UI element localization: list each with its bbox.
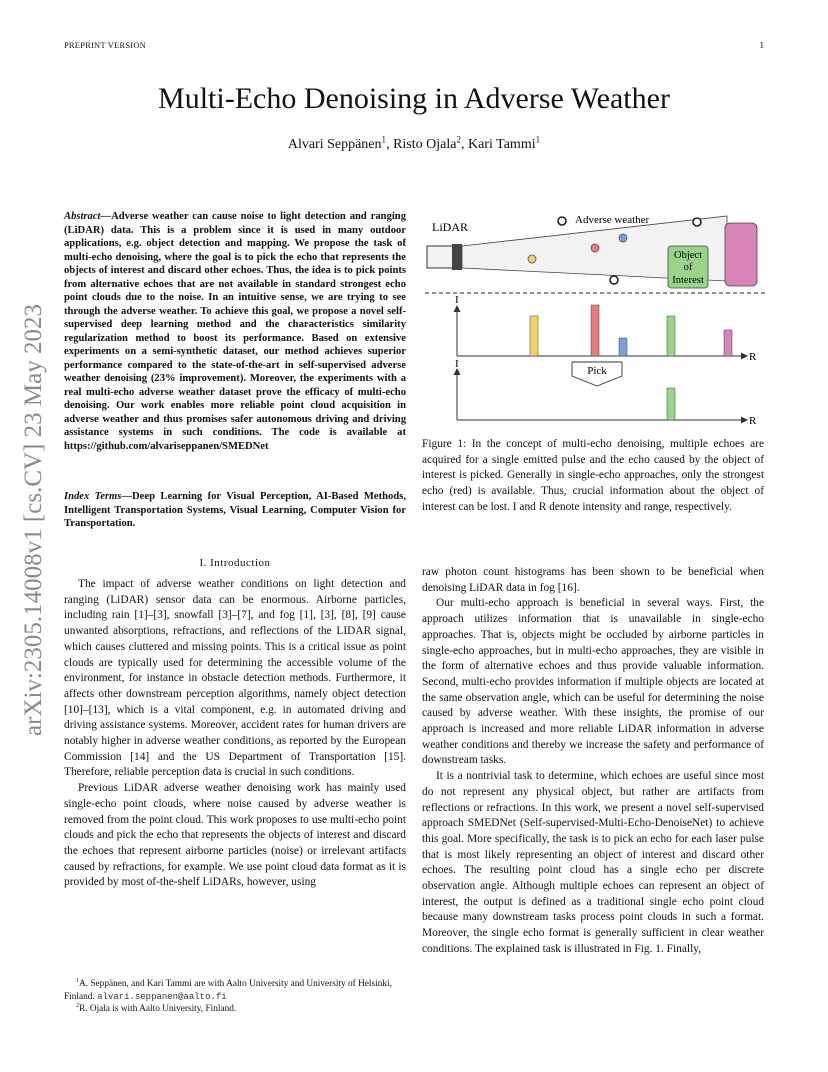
echo-bar-green <box>667 316 675 356</box>
author-name: Kari Tammi <box>468 137 536 152</box>
figure-caption: Figure 1: In the concept of multi-echo denoising, multiple echoes are acquired for a single emitted pulse and the echo caused by the object of interest is picked. Generally in single-echo approaches, only the strongest echo (red) is available. Thus, crucial information about the object of interest can be lost. I and R denote intensity and range, respectively. <box>422 438 764 513</box>
particle <box>693 218 701 226</box>
arxiv-stamp <box>14 280 54 760</box>
paper-title: Multi-Echo Denoising in Adverse Weather <box>158 82 670 115</box>
right-column-body <box>422 565 764 958</box>
author-name: Alvari Seppänen <box>287 137 382 152</box>
axis-label: R <box>749 415 757 427</box>
footnotes <box>64 978 406 1016</box>
index-terms-label: Index Terms <box>64 491 122 502</box>
particle-yellow <box>528 255 536 263</box>
index-terms-text: —Deep Learning for Visual Perception, AI-Based Methods, Intelligent Transportation Systems, Visual Learning, Computer Vision for Transportation. <box>64 491 406 529</box>
affiliation-mark: 2 <box>456 134 462 145</box>
email-address: alvari.seppanen@aalto.fi <box>97 991 227 1002</box>
particle <box>610 276 618 284</box>
index-terms <box>64 490 406 531</box>
footnote <box>64 978 406 1003</box>
axis-label: I <box>455 294 459 306</box>
object-label: Interest <box>672 275 704 286</box>
abstract-text: —Adverse weather can cause noise to light detection and ranging (LiDAR) data. This is a problem since it is used in many outdoor applications, e.g. object detection and mapping. We propose the task of multi-echo denoising, where the goal is to pick the echo that represents the objects of interest and discard other echoes. Thus, the idea is to pick points from alternative echoes that are not available in standard strongest echo point clouds due to the noise. In an intuitive sense, we are trying to see through the adverse weather. To achieve this goal, we propose a novel self-supervised deep learning method and the characteristics similarity regularization method to boost its performance. Based on extensive experiments on a semi-synthetic dataset, our method achieves superior performance compared to the state-of-the-art in self-supervised adverse weather denoising (23% improvement). Moreover, the experiments with a real multi-echo adverse weather dataset prove the efficacy of multi-echo denoising. Our work enables more reliable point cloud acquisition in adverse weather and thus promises safer autonomous driving and driving assistance systems in such conditions. The code is available at https://github.com/alvariseppanen/SMEDNet <box>64 211 406 452</box>
adverse-weather-label: Adverse weather <box>575 214 650 226</box>
paragraph: Our multi-echo approach is beneficial in several ways. First, the approach utilizes information that is unavailable in single-echo approaches. That is, objects might be occluded by airborne particles in single-echo approaches, but in multi-echo approaches, they are visible in the form of alternative echoes and thus provide valuable information. Second, multi-echo provides information if multiple objects are located at the same observation angle, which can be useful for determining the noise caused by adverse weather. With these insights, the promise of our approach is increased and more reliable LiDAR information in adverse weather conditions and thereby we increase the safety and performance of downstream tasks. <box>422 597 764 767</box>
echo-bar-blue <box>619 338 627 356</box>
paragraph: Previous LiDAR adverse weather denoising work has mainly used single-echo point clouds, where noise caused by adverse weather is removed from the point cloud. This work proposes to use multi-echo point clouds and pick the echo that represents the objects of interest and discard the echoes that represent airborne particles (noise) or irrelevant artifacts caused by refractions, for example. We use point cloud data format as it is provided by most of-the-shelf LiDARs, however, using <box>64 782 406 889</box>
page-number: 1 <box>759 40 764 50</box>
lidar-label: LiDAR <box>432 220 468 234</box>
running-header: PREPRINT VERSION <box>64 40 146 50</box>
particle-blue <box>619 234 627 242</box>
affiliation-mark: 1 <box>535 134 541 145</box>
abstract-label: Abstract <box>64 211 101 222</box>
paragraph: The impact of adverse weather conditions on light detection and ranging (LiDAR) sensor data can be enormous. Airborne particles, including rain [1]–[3], snowfall [3]–[7], and fog [1], [3], [8], [9] cause unwanted absorptions, refractions, and reflections of the LIDAR signal, which causes cluttered and missing points. This is a critical issue as point clouds are typically used for determining the accessible volume of the environment, for instance in obstacle detection methods. Furthermore, it affects other downstream perception algorithms, namely object detection [10]–[13], which is a vital component, e.g. in automated driving and driving assistance systems. Moreover, accident rates for human drivers are notably higher in adverse weather conditions, as reported by the European Commission [14] and the US Department of Transportation [15]. Therefore, reliable perception data is crucial in such conditions. <box>64 578 406 779</box>
abstract <box>64 210 406 453</box>
particle-red <box>591 244 599 252</box>
footnote-mark: 2 <box>76 1002 80 1009</box>
picked-echo-bar <box>667 388 675 420</box>
paragraph: raw photon count histograms has been shown to be beneficial when denoising LiDAR data in fog [16]. <box>422 566 764 594</box>
object-label: Object <box>674 250 702 261</box>
echo-bar-red <box>591 305 599 356</box>
echo-bar-yellow <box>530 316 538 356</box>
pick-label: Pick <box>587 365 607 377</box>
left-column-body <box>64 577 406 891</box>
footnote-text: R. Ojala is with Aalto University, Finland. <box>79 1004 237 1014</box>
affiliation-mark: 1 <box>381 134 387 145</box>
axis-label: I <box>455 358 459 370</box>
lidar-emitter <box>452 244 462 270</box>
figure-1 <box>422 206 768 431</box>
author-name: Risto Ojala <box>393 137 457 152</box>
arxiv-stamp-text: arXiv:2305.14008v1 [cs.CV] 23 May 2023 <box>20 304 47 736</box>
paragraph: It is a nontrivial task to determine, which echoes are useful since most do not represent any physical object, but rather are artifacts from reflections or refractions. In this work, we present a novel self-supervised approach SMEDNet (Self-supervised-Multi-Echo-DenoiseNet) to achieve this goal. More specifically, the task is to pick an echo for each laser pulse that is most likely representing an object of interest and discard other echoes. The resulting point cloud has a single echo per discrete observation angle. Although multiple echoes can represent an object of interest, the output is defined as a traditional single echo point cloud because many downstream tasks process point clouds in such a format. Moreover, the single echo format is generally sufficient in clear weather conditions. The explained task is illustrated in Fig. 1. Finally, <box>422 770 764 955</box>
footnote-mark: 1 <box>76 977 80 984</box>
footnote-text: A. Seppänen, and Kari Tammi are with Aalto University and University of Helsinki, Finland. <box>64 979 392 1002</box>
section-heading: I. Introduction <box>199 557 271 569</box>
object-label: of <box>683 262 693 273</box>
footnote <box>64 1003 406 1016</box>
particle <box>558 217 566 225</box>
background-object <box>725 223 757 286</box>
echo-bar-pink <box>724 330 732 356</box>
author-list: Alvari Seppänen$^1$, Risto Ojala$^2$, Kari Tammi$^1$ <box>287 134 541 152</box>
axis-label: R <box>749 351 757 363</box>
